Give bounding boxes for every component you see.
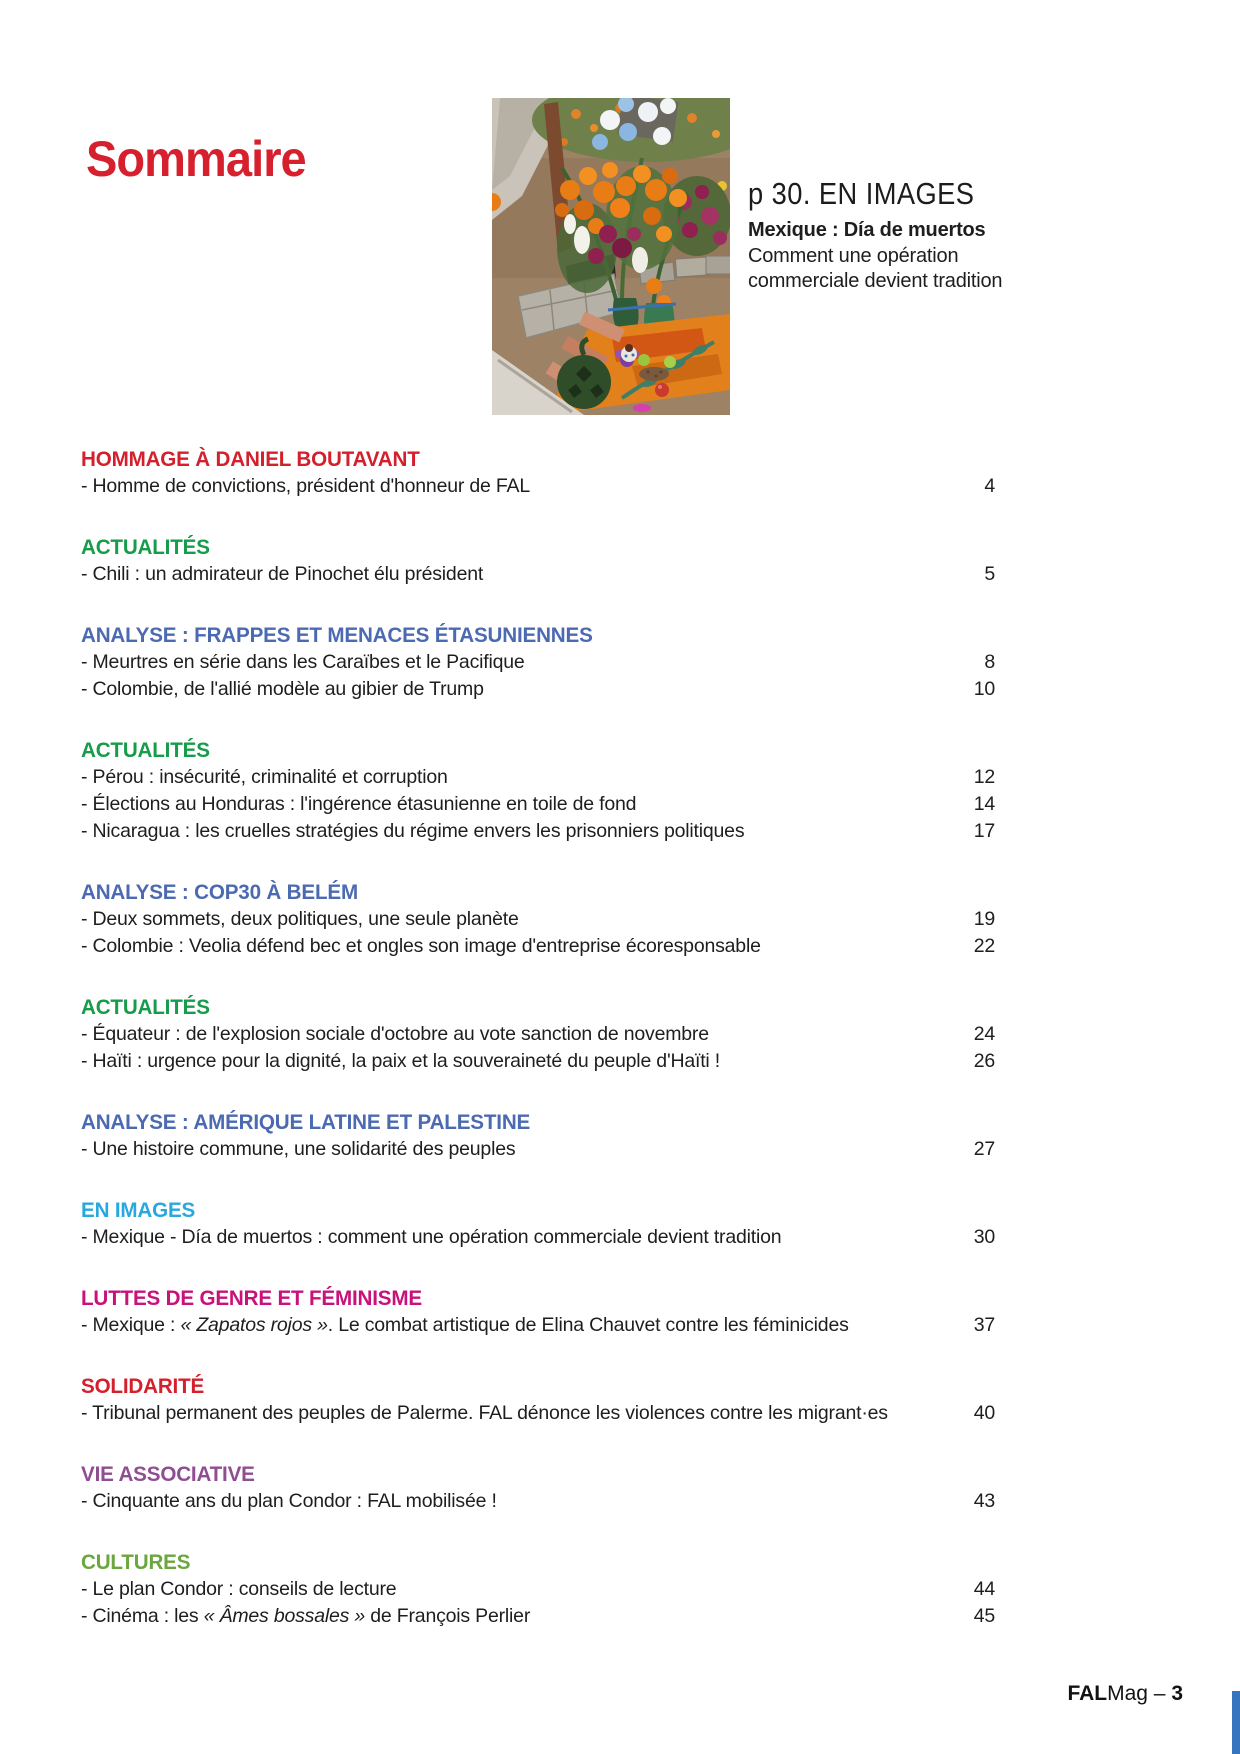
toc-entry-text: de François Perlier xyxy=(365,1605,531,1627)
toc-section xyxy=(81,879,995,960)
toc-entry-text: - Une histoire commune, une solidarité des peuples xyxy=(81,1138,516,1160)
toc-entry xyxy=(81,764,995,791)
toc-section xyxy=(81,534,995,588)
toc-entry-text: - Homme de convictions, président d'honneur de FAL xyxy=(81,475,530,497)
toc-entry-text: - Élections au Honduras : l'ingérence étasunienne en toile de fond xyxy=(81,793,637,815)
footer-brand-suffix: Mag – xyxy=(1107,1682,1172,1705)
toc-entry-text: - Colombie : Veolia défend bec et ongles son image d'entreprise écoresponsable xyxy=(81,935,761,957)
feature-page-ref: p 30. EN IMAGES xyxy=(748,176,975,211)
toc-entry-text: - Chili : un admirateur de Pinochet élu président xyxy=(81,563,484,585)
toc-entry-page-number: 17 xyxy=(973,820,995,842)
toc-entry-text: - Équateur : de l'explosion sociale d'octobre au vote sanction de novembre xyxy=(81,1023,709,1045)
toc-entry-title xyxy=(81,1048,953,1075)
toc-entry-text: - Deux sommets, deux politiques, une seule planète xyxy=(81,908,519,930)
toc-entry-title xyxy=(81,818,953,845)
toc-section xyxy=(81,622,995,703)
toc-section-heading: HOMMAGE À DANIEL BOUTAVANT xyxy=(81,447,420,471)
toc-entry-italic-text: « Âmes bossales » xyxy=(203,1605,366,1627)
toc-section xyxy=(81,1109,995,1163)
toc-section-heading: ACTUALITÉS xyxy=(81,738,210,762)
toc-entry-page-number: 26 xyxy=(973,1050,995,1072)
toc-section-heading: ANALYSE : AMÉRIQUE LATINE ET PALESTINE xyxy=(81,1110,531,1134)
toc-entry xyxy=(81,473,995,500)
toc-entry xyxy=(81,1576,995,1603)
toc-entry-title xyxy=(81,906,953,933)
footer-page-number: 3 xyxy=(1171,1682,1183,1705)
toc-section-heading: ANALYSE : COP30 À BELÉM xyxy=(81,880,358,904)
toc-entry xyxy=(81,1224,995,1251)
toc-entry xyxy=(81,906,995,933)
page-title: Sommaire xyxy=(86,131,306,187)
toc-section xyxy=(81,1197,995,1251)
toc-section xyxy=(81,994,995,1075)
toc-entry-text: - Tribunal permanent des peuples de Palerme. FAL dénonce les violences contre les migrant·es xyxy=(81,1402,888,1424)
toc-entry-text: - Colombie, de l'allié modèle au gibier de Trump xyxy=(81,678,484,700)
toc-section-heading: VIE ASSOCIATIVE xyxy=(81,1462,255,1486)
toc-section xyxy=(81,737,995,845)
toc-section xyxy=(81,1461,995,1515)
toc-entry-title xyxy=(81,676,953,703)
toc-section-heading: LUTTES DE GENRE ET FÉMINISME xyxy=(81,1286,422,1310)
toc-entry-title xyxy=(81,791,953,818)
toc-section-heading: ANALYSE : FRAPPES ET MENACES ÉTASUNIENNES xyxy=(81,623,593,647)
toc-entry-page-number: 19 xyxy=(973,908,995,930)
toc-entry-page-number: 8 xyxy=(984,651,995,673)
toc-entry-text: - Haïti : urgence pour la dignité, la paix et la souveraineté du peuple d'Haïti ! xyxy=(81,1050,721,1072)
toc-entry-page-number: 22 xyxy=(973,935,995,957)
toc-entry-text: - Mexique - Día de muertos : comment une opération commerciale devient tradition xyxy=(81,1226,782,1248)
toc-entry-title xyxy=(81,1400,953,1427)
footer-brand-bold: FAL xyxy=(1067,1682,1108,1705)
page-edge-tab xyxy=(1232,1691,1240,1754)
toc-entry xyxy=(81,1136,995,1163)
feature-description: Comment une opération commerciale devient tradition xyxy=(748,245,1003,292)
toc-entry xyxy=(81,676,995,703)
toc-entry-title xyxy=(81,473,953,500)
toc xyxy=(81,446,995,1664)
toc-entry-page-number: 27 xyxy=(973,1138,995,1160)
toc-entry-title xyxy=(81,1576,953,1603)
toc-entry xyxy=(81,818,995,845)
toc-entry-page-number: 4 xyxy=(984,475,995,497)
toc-entry-page-number: 45 xyxy=(973,1605,995,1627)
toc-entry-text: - Le plan Condor : conseils de lecture xyxy=(81,1578,397,1600)
toc-entry-page-number: 10 xyxy=(973,678,995,700)
toc-entry-text: - Meurtres en série dans les Caraïbes et le Pacifique xyxy=(81,651,525,673)
toc-entry-text: - Pérou : insécurité, criminalité et corruption xyxy=(81,766,448,788)
toc-entry xyxy=(81,1603,995,1630)
toc-entry-title xyxy=(81,561,953,588)
toc-entry xyxy=(81,1048,995,1075)
feature-subtitle: Mexique : Día de muertos xyxy=(748,219,986,241)
toc-entry xyxy=(81,791,995,818)
toc-entry-text: - Mexique : xyxy=(81,1314,181,1336)
footer xyxy=(1067,1682,1183,1706)
toc-section xyxy=(81,1285,995,1339)
toc-entry-text: - Cinquante ans du plan Condor : FAL mobilisée ! xyxy=(81,1490,497,1512)
toc-entry-text: - Cinéma : les xyxy=(81,1605,204,1627)
dia-de-muertos-photo-illustration xyxy=(492,98,730,415)
feature-photo xyxy=(492,98,730,415)
toc-entry xyxy=(81,1488,995,1515)
toc-section xyxy=(81,1373,995,1427)
toc-section-heading: ACTUALITÉS xyxy=(81,995,210,1019)
toc-entry-title xyxy=(81,1488,953,1515)
toc-entry-title xyxy=(81,649,953,676)
feature-caption xyxy=(748,176,1088,294)
toc-entry-text: . Le combat artistique de Elina Chauvet contre les féminicides xyxy=(327,1314,849,1336)
toc-entry-page-number: 5 xyxy=(984,563,995,585)
toc-entry xyxy=(81,1400,995,1427)
toc-entry-title xyxy=(81,764,953,791)
toc-section xyxy=(81,446,995,500)
toc-section xyxy=(81,1549,995,1630)
toc-entry-page-number: 44 xyxy=(973,1578,995,1600)
toc-entry xyxy=(81,561,995,588)
toc-entry xyxy=(81,649,995,676)
toc-section-heading: ACTUALITÉS xyxy=(81,535,210,559)
toc-entry-title xyxy=(81,1136,953,1163)
toc-section-heading: SOLIDARITÉ xyxy=(81,1374,205,1398)
toc-entry-page-number: 37 xyxy=(973,1314,995,1336)
toc-entry-page-number: 14 xyxy=(973,793,995,815)
toc-entry-italic-text: « Zapatos rojos » xyxy=(180,1314,328,1336)
toc-entry-page-number: 40 xyxy=(973,1402,995,1424)
toc-entry xyxy=(81,933,995,960)
toc-entry-title xyxy=(81,1021,953,1048)
toc-entry-title xyxy=(81,933,953,960)
toc-entry-title xyxy=(81,1312,953,1339)
toc-entry-page-number: 24 xyxy=(973,1023,995,1045)
toc-section-heading: CULTURES xyxy=(81,1550,191,1574)
toc-entry-page-number: 12 xyxy=(973,766,995,788)
toc-entry-title xyxy=(81,1224,953,1251)
toc-entry-page-number: 43 xyxy=(973,1490,995,1512)
toc-section-heading: EN IMAGES xyxy=(81,1198,196,1222)
toc-entry xyxy=(81,1021,995,1048)
toc-entry-page-number: 30 xyxy=(973,1226,995,1248)
toc-entry xyxy=(81,1312,995,1339)
toc-entry-title xyxy=(81,1603,953,1630)
toc-entry-text: - Nicaragua : les cruelles stratégies du régime envers les prisonniers politiques xyxy=(81,820,745,842)
